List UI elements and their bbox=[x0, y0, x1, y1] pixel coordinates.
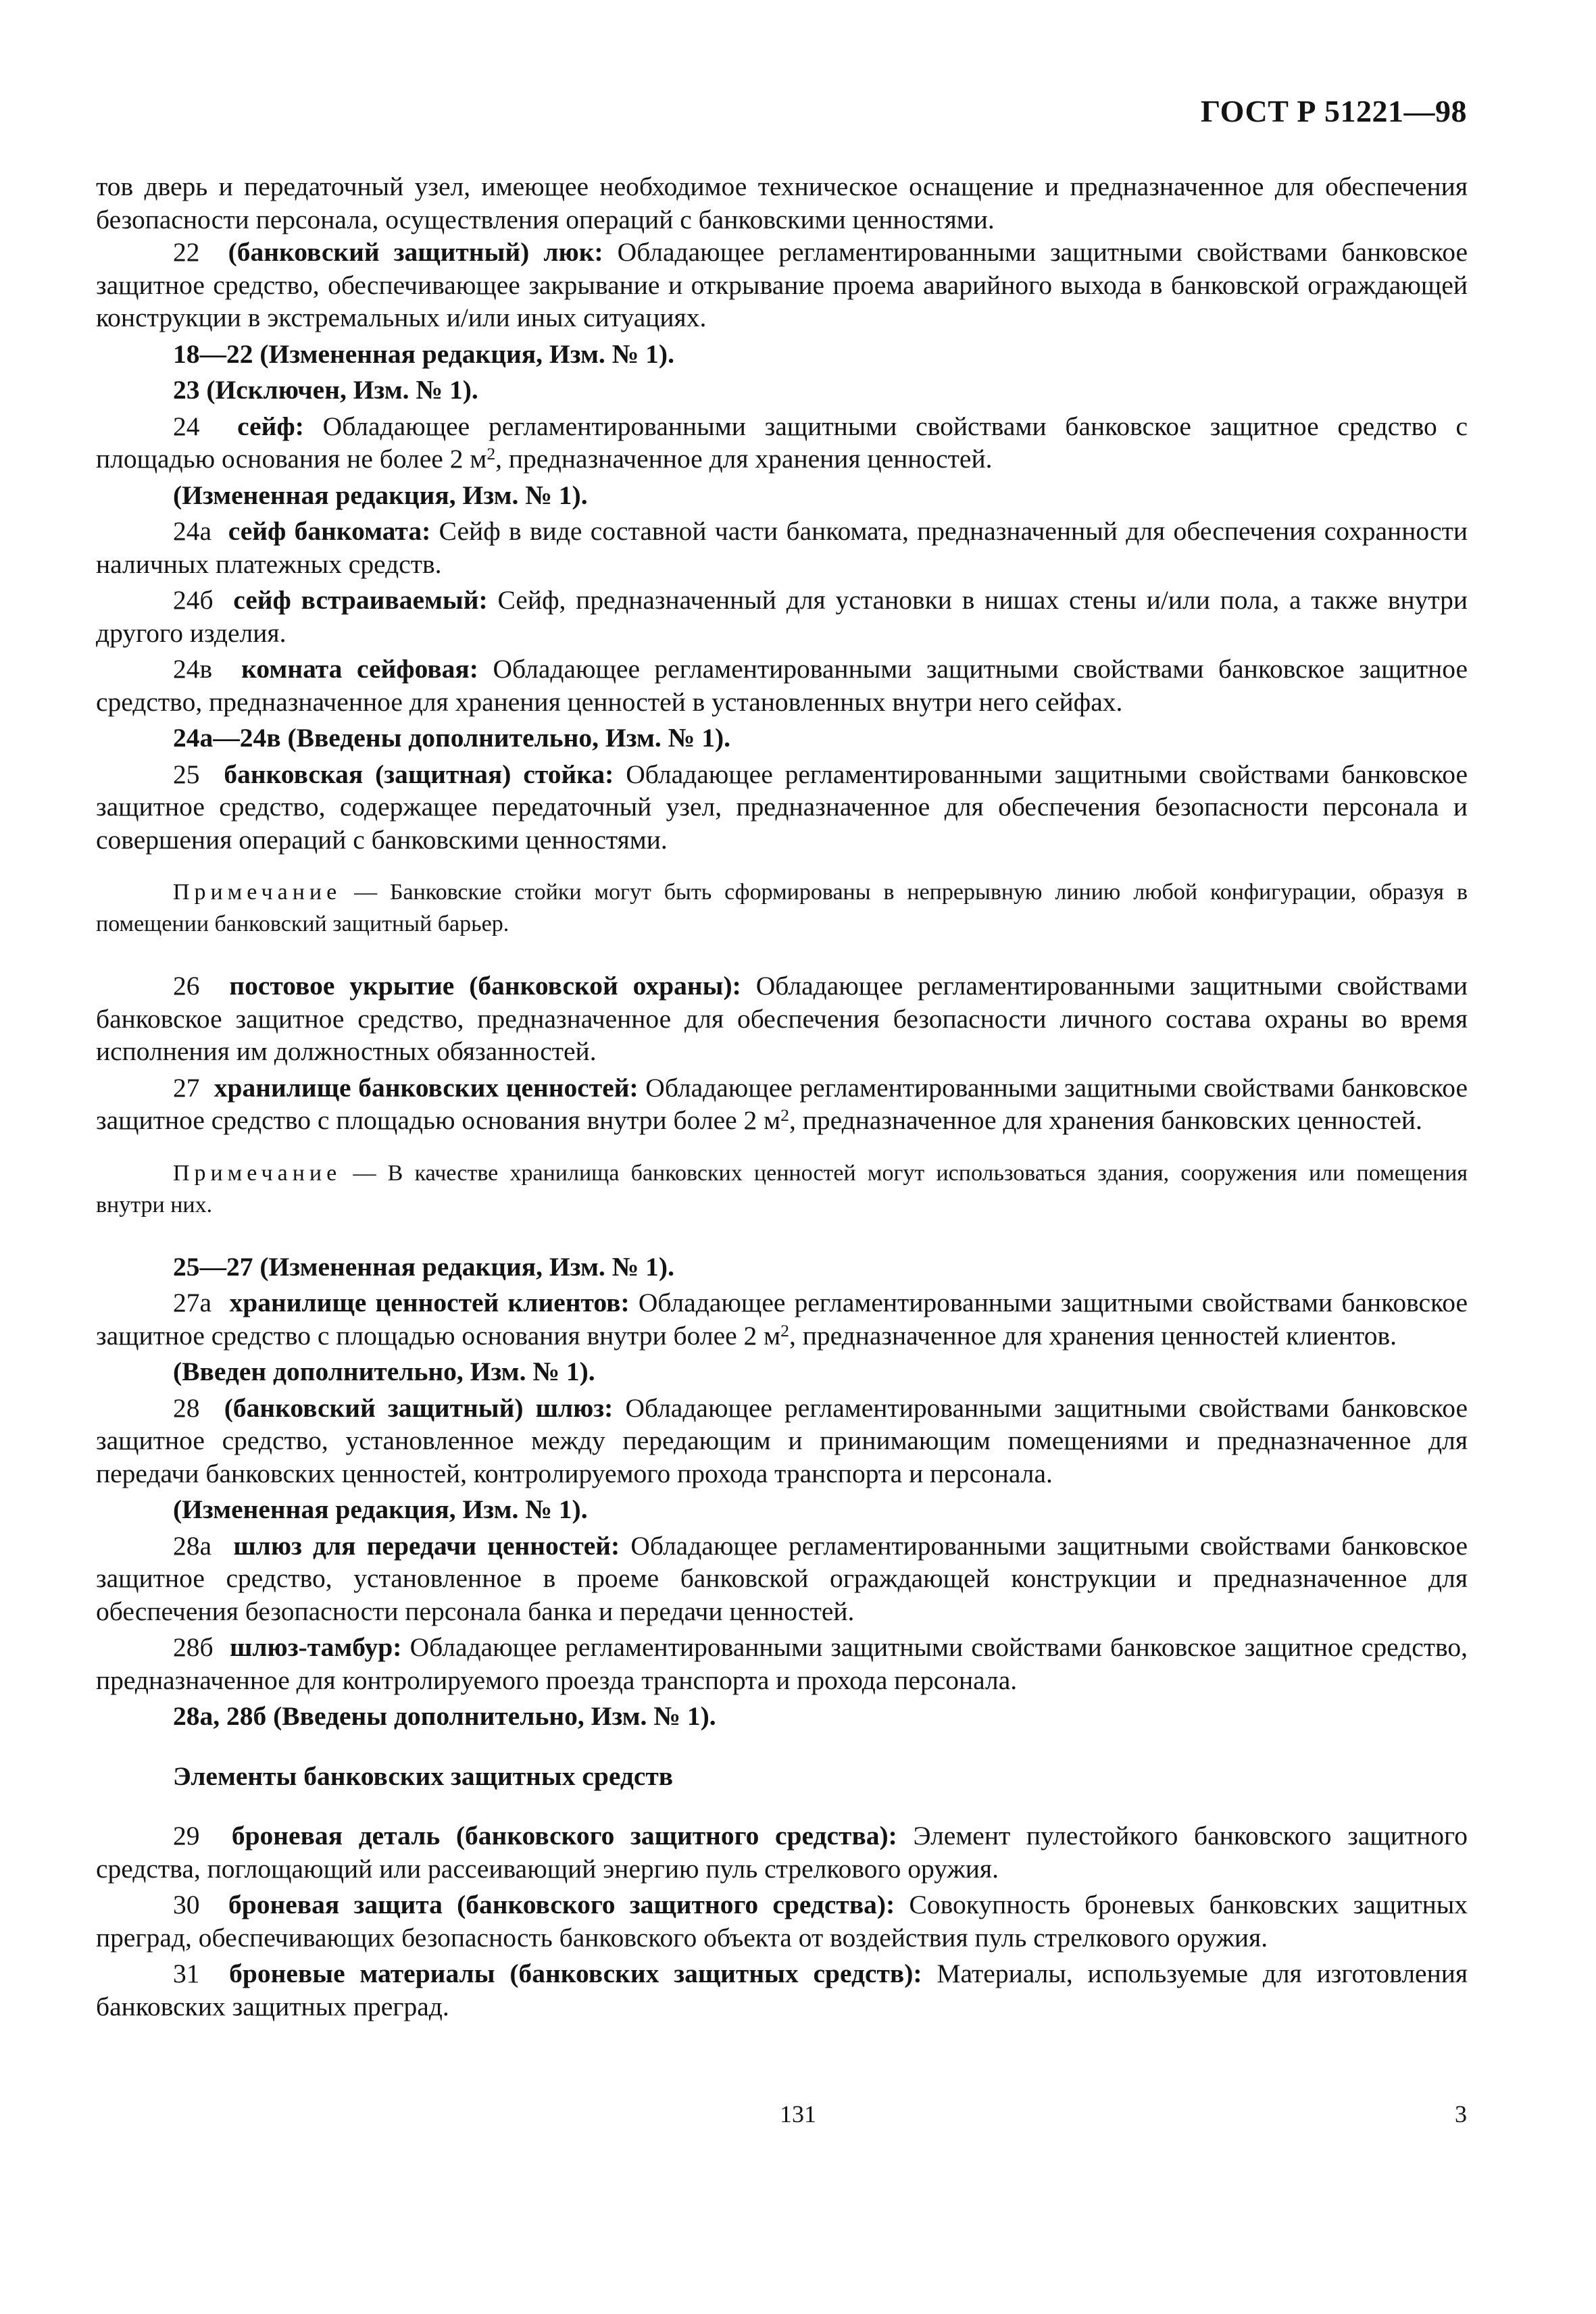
term-28-title: (банковский защитный) шлюз: bbox=[224, 1392, 614, 1423]
term-24a-title: сейф банкомата: bbox=[228, 516, 431, 546]
term-27: 27 хранилище банковских ценностей: Обладающее регламентированными защитными свойствами банковское защитное средство с площадью основания внутри более 2 $м^2$, предназначенное для хранения банковских ценностей. bbox=[96, 1072, 1468, 1135]
term-31: 31 броневые материалы (банковских защитных средств): Материалы, используемые для изготовления банковских защитных преград. bbox=[96, 1959, 1468, 2021]
term-24v: 24в комната сейфовая: Обладающее регламентированными защитными свойствами банковское защитное средство, предназначенное для хранения ценностей в установленных внутри него сейфах. bbox=[96, 654, 1468, 717]
term-30-title: броневая защита (банковского защитного средства): bbox=[228, 1890, 895, 1919]
term-28a: 28а шлюз для передачи ценностей: Обладающее регламентированными защитными свойствами банковское защитное средство, установленное в проеме банковской ограждающей конструкции и предназначенное для обеспечения безопасности персонала банка и передачи ценностей. bbox=[96, 1530, 1468, 1626]
term-24a: 24а сейф банкомата: Сейф в виде составной части банкомата, предназначенный для обеспечения сохранности наличных платежных средств. bbox=[96, 516, 1468, 579]
term-29: 29 броневая деталь (банковского защитного средства): Элемент пулестойкого банковского защитного средства, поглощающий или рассеивающий энергию пуль стрелкового оружия. bbox=[96, 1821, 1468, 1884]
term-30: 30 броневая защита (банковского защитного средства): Совокупность броневых банковских защитных преград, обеспечивающих безопасность банковского объекта от воздействия пуль стрелкового оружия. bbox=[96, 1890, 1468, 1953]
revision-27a: (Введен дополнительно, Изм. № 1). bbox=[173, 1357, 595, 1386]
term-27a-title: хранилище ценностей клиентов: bbox=[229, 1288, 630, 1317]
term-24b-title: сейф встраиваемый: bbox=[233, 585, 488, 615]
term-24: 24 сейф: Обладающее регламентированными защитными свойствами банковское защитное средство с площадью основания не более 2 $м^2$, предназначенное для хранения ценностей. bbox=[96, 411, 1468, 474]
revision-24: (Измененная редакция, Изм. № 1). bbox=[173, 480, 588, 510]
term-24b: 24б сейф встраиваемый: Сейф, предназначенный для установки в нишах стены и/или пола, а также внутри другого изделия. bbox=[96, 585, 1468, 648]
revision-24a-24v: 24а—24в (Введены дополнительно, Изм. № 1). bbox=[173, 723, 730, 753]
note-2: Примечание — В качестве хранилища банковских ценностей могут использоваться здания, сооружения или помещения внутри них. bbox=[96, 1160, 1468, 1217]
term-22-title: (банковский защитный) люк: bbox=[228, 237, 603, 267]
paragraph-continuation: тов дверь и передаточный узел, имеющее необходимое техническое оснащение и предназначенное для обеспечения безопасности персонала, осуществления операций с банковскими ценностями. bbox=[96, 172, 1468, 234]
note-label: Примечание bbox=[173, 1160, 342, 1186]
term-26-title: постовое укрытие (банковской охраны): bbox=[229, 971, 741, 1001]
revision-25-27: 25—27 (Измененная редакция, Изм. № 1). bbox=[173, 1251, 674, 1282]
note-1: Примечание — Банковские стойки могут быть сформированы в непрерывную линию любой конфигурации, образуя в помещении банковский защитный барьер. bbox=[96, 880, 1468, 936]
revision-18-22: 18—22 (Измененная редакция, Изм. № 1). bbox=[173, 338, 674, 369]
revision-28: (Измененная редакция, Изм. № 1). bbox=[173, 1494, 588, 1524]
term-25: 25 банковская (защитная) стойка: Обладающее регламентированными защитными свойствами банковское защитное средство, содержащее передаточный узел, предназначенное для обеспечения безопасности персонала и совершения операций с банковскими ценностями. bbox=[96, 759, 1468, 855]
page-number-document: 3 bbox=[1455, 2101, 1467, 2128]
term-27-title: хранилище банковских ценностей: bbox=[214, 1072, 639, 1103]
document-header-gost: ГОСТ Р 51221—98 bbox=[1201, 94, 1467, 128]
term-25-title: банковская (защитная) стойка: bbox=[224, 759, 614, 789]
term-24-title: сейф: bbox=[237, 411, 304, 441]
note-label: Примечание bbox=[173, 880, 342, 905]
term-22: 22 (банковский защитный) люк: Обладающее регламентированными защитными свойствами банковское защитное средство, обеспечивающее закрывание и открывание проема аварийного выхода в банковской ограждающей конструкции в экстремальных и/или иных ситуациях. bbox=[96, 237, 1468, 332]
term-28: 28 (банковский защитный) шлюз: Обладающее регламентированными защитными свойствами банковское защитное средство, установленное между передающим и принимающим помещениями и предназначенное для передачи банковских ценностей, контролируемого прохода транспорта и персонала. bbox=[96, 1392, 1468, 1488]
term-23: 23 (Исключен, Изм. № 1). bbox=[173, 375, 478, 405]
term-24v-title: комната сейфовая: bbox=[241, 654, 478, 684]
term-28b: 28б шлюз-тамбур: Обладающее регламентированными защитными свойствами банковское защитное средство, предназначенное для контролируемого проезда транспорта и прохода персонала. bbox=[96, 1632, 1468, 1695]
document-body bbox=[96, 170, 1468, 2023]
term-28b-title: шлюз-тамбур: bbox=[230, 1632, 402, 1662]
page-number-collection: 131 bbox=[780, 2101, 816, 2128]
term-31-title: броневые материалы (банковских защитных средств): bbox=[229, 1959, 922, 1988]
term-27a: 27а хранилище ценностей клиентов: Обладающее регламентированными защитными свойствами банковское защитное средство с площадью основания внутри более 2 $м^2$, предназначенное для хранения ценностей клиентов. bbox=[96, 1288, 1468, 1351]
term-29-title: броневая деталь (банковского защитного средства): bbox=[231, 1821, 897, 1851]
term-26: 26 постовое укрытие (банковской охраны): Обладающее регламентированными защитными свойствами банковское защитное средство, предназначенное для обеспечения безопасности личного состава охраны во время исполнения им должностных обязанностей. bbox=[96, 971, 1468, 1066]
term-28a-title: шлюз для передачи ценностей: bbox=[233, 1530, 620, 1561]
revision-28a-28b: 28а, 28б (Введены дополнительно, Изм. № 1). bbox=[173, 1701, 716, 1731]
section-subheading: Элементы банковских защитных средств bbox=[173, 1761, 674, 1791]
